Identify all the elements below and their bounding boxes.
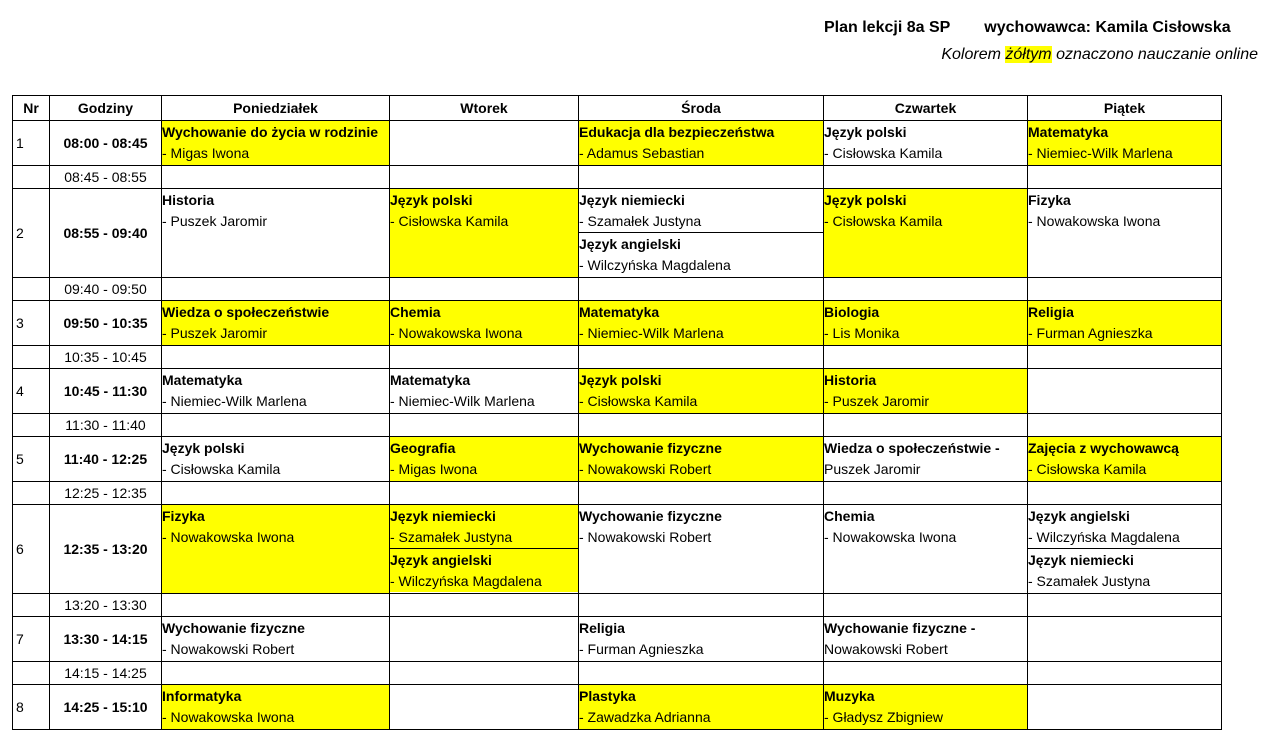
break-row: [13, 662, 1222, 685]
subject-name: Język polski: [390, 192, 473, 208]
lesson-cell: [1028, 301, 1222, 346]
lesson-entry: [390, 189, 578, 232]
empty-cell: [13, 482, 50, 505]
subject-name: Wiedza o społeczeństwie: [162, 304, 330, 320]
lesson-cell: [390, 369, 579, 414]
lesson-entry: [162, 505, 389, 548]
empty-cell: [162, 594, 390, 617]
lesson-row: [13, 369, 1222, 414]
empty-cell: [13, 166, 50, 189]
col-friday: Piątek: [1028, 96, 1222, 121]
teacher-name: - Zawadzka Adrianna: [579, 709, 711, 725]
empty-cell: [162, 414, 390, 437]
empty-cell: [162, 482, 390, 505]
teacher-name: - Adamus Sebastian: [579, 145, 705, 161]
subject-name: Język polski: [824, 192, 907, 208]
lesson-cell: [1028, 121, 1222, 166]
lesson-number: 3: [13, 301, 50, 346]
lesson-row: [13, 437, 1222, 482]
subject-name: Wychowanie fizyczne: [579, 508, 722, 524]
lesson-row: [13, 617, 1222, 662]
lesson-entry: [162, 685, 389, 728]
empty-cell: [824, 278, 1028, 301]
lesson-entry: [1028, 437, 1221, 480]
subject-name: Historia: [162, 192, 215, 208]
teacher-name: Nowakowski Robert: [824, 641, 948, 657]
col-nr: Nr: [13, 96, 50, 121]
col-hours: Godziny: [50, 96, 162, 121]
empty-cell: [1028, 346, 1222, 369]
teacher-name: - Furman Agnieszka: [579, 641, 704, 657]
lesson-time: 12:35 - 13:20: [50, 505, 162, 594]
lesson-number: 2: [13, 189, 50, 278]
lesson-row: [13, 505, 1222, 594]
lesson-entry: [1028, 301, 1221, 344]
lesson-entry: [390, 437, 578, 480]
teacher-name: - Nowakowski Robert: [162, 641, 295, 657]
teacher-name: - Cisłowska Kamila: [162, 461, 281, 477]
empty-cell: [1028, 594, 1222, 617]
lesson-cell: [1028, 505, 1222, 594]
empty-cell: [1028, 482, 1222, 505]
teacher-name: - Niemiec-Wilk Marlena: [1028, 145, 1173, 161]
lesson-cell: [579, 505, 824, 594]
subject-name: Język polski: [824, 124, 907, 140]
lesson-cell: [162, 369, 390, 414]
teacher-name: - Cisłowska Kamila: [1028, 461, 1147, 477]
break-time: 10:35 - 10:45: [50, 346, 162, 369]
lesson-cell: [579, 617, 824, 662]
subject-name: Język polski: [579, 372, 662, 388]
lesson-time: 14:25 - 15:10: [50, 685, 162, 730]
lesson-cell: [579, 685, 824, 730]
teacher-name: - Niemiec-Wilk Marlena: [579, 325, 724, 341]
lesson-number: 4: [13, 369, 50, 414]
teacher-name: - Cisłowska Kamila: [824, 145, 943, 161]
empty-cell: [13, 414, 50, 437]
lesson-cell: [390, 189, 579, 278]
subject-name: Fizyka: [162, 508, 205, 524]
break-time: 09:40 - 09:50: [50, 278, 162, 301]
lesson-entry: [390, 301, 578, 344]
lesson-entry: [579, 301, 823, 344]
teacher-name: - Migas Iwona: [162, 145, 250, 161]
empty-cell: [162, 662, 390, 685]
empty-cell: [579, 346, 824, 369]
lesson-entry: [162, 301, 389, 344]
subject-name: Wychowanie fizyczne: [579, 440, 722, 456]
empty-cell: [390, 414, 579, 437]
teacher-name: - Cisłowska Kamila: [390, 213, 509, 229]
empty-cell: [579, 278, 824, 301]
lesson-time: 11:40 - 12:25: [50, 437, 162, 482]
teacher-name: - Furman Agnieszka: [1028, 325, 1153, 341]
lesson-entry: [824, 685, 1027, 728]
empty-cell: [390, 278, 579, 301]
lesson-cell: [1028, 189, 1222, 278]
lesson-entry: [1028, 549, 1221, 592]
teacher-name: - Nowakowska Iwona: [390, 325, 523, 341]
lesson-time: 09:50 - 10:35: [50, 301, 162, 346]
empty-cell: [13, 662, 50, 685]
lesson-cell: [390, 437, 579, 482]
lesson-entry: [579, 437, 823, 480]
lesson-cell: [579, 189, 824, 278]
lesson-cell: [162, 437, 390, 482]
empty-cell: [824, 346, 1028, 369]
subject-name: Język angielski: [579, 236, 681, 252]
teacher-name: - Cisłowska Kamila: [824, 213, 943, 229]
subject-name: Język niemiecki: [1028, 552, 1134, 568]
empty-cell: [579, 482, 824, 505]
lesson-entry: [579, 617, 823, 660]
teacher-name: - Puszek Jaromir: [824, 393, 930, 409]
subject-name: Informatyka: [162, 688, 242, 704]
lesson-cell: [824, 437, 1028, 482]
lesson-entry: [579, 189, 823, 233]
empty-cell: [162, 346, 390, 369]
col-tuesday: Wtorek: [390, 96, 579, 121]
lesson-number: 6: [13, 505, 50, 594]
teacher-name: - Nowakowska Iwona: [162, 709, 295, 725]
empty-cell: [390, 166, 579, 189]
empty-cell: [390, 482, 579, 505]
subject-name: Język niemiecki: [390, 508, 496, 524]
lesson-number: 5: [13, 437, 50, 482]
lesson-cell: [1028, 617, 1222, 662]
lesson-cell: [579, 437, 824, 482]
lesson-cell: [824, 121, 1028, 166]
break-time: 12:25 - 12:35: [50, 482, 162, 505]
lesson-row: [13, 121, 1222, 166]
lesson-entry: [162, 189, 389, 232]
lesson-cell: [390, 505, 579, 594]
schedule-title: Plan lekcji 8a SP: [824, 19, 951, 36]
lesson-cell: [162, 301, 390, 346]
break-row: [13, 414, 1222, 437]
lesson-entry: [824, 505, 1027, 548]
lesson-entry: [162, 121, 389, 164]
lesson-cell: [162, 617, 390, 662]
empty-cell: [390, 346, 579, 369]
subject-name: Wychowanie fizyczne -: [824, 620, 976, 636]
subject-name: Matematyka: [1028, 124, 1109, 140]
teacher-name: - Nowakowska Iwona: [824, 529, 957, 545]
lesson-entry: [579, 233, 823, 276]
lesson-entry: [579, 369, 823, 412]
teacher-name: - Wilczyńska Magdalena: [579, 257, 731, 273]
teacher-name: - Szamałek Justyna: [1028, 573, 1151, 589]
empty-cell: [1028, 278, 1222, 301]
lesson-cell: [390, 685, 579, 730]
break-row: [13, 594, 1222, 617]
lesson-cell: [162, 189, 390, 278]
teacher-name: - Szamałek Justyna: [390, 529, 513, 545]
empty-cell: [1028, 166, 1222, 189]
teacher-name: - Niemiec-Wilk Marlena: [162, 393, 307, 409]
lesson-cell: [824, 369, 1028, 414]
empty-cell: [579, 594, 824, 617]
lesson-time: 10:45 - 11:30: [50, 369, 162, 414]
col-wednesday: Środa: [579, 96, 824, 121]
subject-name: Matematyka: [390, 372, 471, 388]
lesson-cell: [1028, 369, 1222, 414]
lesson-cell: [579, 369, 824, 414]
lesson-entry: [162, 437, 389, 480]
subject-name: Wychowanie do życia w rodzinie: [162, 124, 379, 140]
lesson-time: 13:30 - 14:15: [50, 617, 162, 662]
lesson-cell: [824, 617, 1028, 662]
lesson-entry: [579, 685, 823, 728]
teacher-name: - Puszek Jaromir: [162, 325, 268, 341]
empty-cell: [1028, 662, 1222, 685]
lesson-time: 08:00 - 08:45: [50, 121, 162, 166]
lesson-cell: [162, 121, 390, 166]
teacher-name: - Cisłowska Kamila: [579, 393, 698, 409]
lesson-entry: [390, 549, 578, 592]
empty-cell: [579, 662, 824, 685]
lesson-cell: [824, 301, 1028, 346]
lesson-entry: [162, 617, 389, 660]
empty-cell: [13, 346, 50, 369]
empty-cell: [579, 414, 824, 437]
lesson-cell: [824, 505, 1028, 594]
empty-cell: [824, 414, 1028, 437]
header-row: [13, 96, 1222, 121]
empty-cell: [13, 594, 50, 617]
subject-name: Geografia: [390, 440, 456, 456]
lesson-cell: [579, 121, 824, 166]
subject-name: Język angielski: [390, 552, 492, 568]
empty-cell: [13, 278, 50, 301]
teacher-name: - Niemiec-Wilk Marlena: [390, 393, 535, 409]
subject-name: Wiedza o społeczeństwie -: [824, 440, 1000, 456]
empty-cell: [162, 278, 390, 301]
subject-name: Biologia: [824, 304, 880, 320]
empty-cell: [579, 166, 824, 189]
subject-name: Język polski: [162, 440, 245, 456]
subject-name: Chemia: [390, 304, 441, 320]
subject-name: Historia: [824, 372, 877, 388]
lesson-row: [13, 301, 1222, 346]
teacher-name: - Wilczyńska Magdalena: [1028, 529, 1180, 545]
lesson-entry: [579, 121, 823, 164]
lesson-entry: [824, 121, 1027, 164]
lesson-cell: [579, 301, 824, 346]
empty-cell: [162, 166, 390, 189]
subject-name: Język angielski: [1028, 508, 1130, 524]
break-time: 14:15 - 14:25: [50, 662, 162, 685]
col-thursday: Czwartek: [824, 96, 1028, 121]
lesson-cell: [390, 301, 579, 346]
subject-name: Język niemiecki: [579, 192, 685, 208]
teacher-name: - Nowakowski Robert: [579, 529, 712, 545]
timetable: [12, 95, 1222, 730]
teacher-name: Puszek Jaromir: [824, 461, 921, 477]
lesson-cell: [390, 617, 579, 662]
teacher-name: - Migas Iwona: [390, 461, 478, 477]
empty-cell: [390, 594, 579, 617]
break-time: 08:45 - 08:55: [50, 166, 162, 189]
lesson-entry: [390, 369, 578, 412]
lesson-entry: [824, 301, 1027, 344]
teacher-name: - Wilczyńska Magdalena: [390, 573, 542, 589]
teacher-name: - Lis Monika: [824, 325, 900, 341]
lesson-entry: [162, 369, 389, 412]
break-row: [13, 482, 1222, 505]
subject-name: Edukacja dla bezpieczeństwa: [579, 124, 775, 140]
teacher-name: - Nowakowska Iwona: [1028, 213, 1161, 229]
lesson-number: 7: [13, 617, 50, 662]
lesson-entry: [824, 189, 1027, 232]
teacher-name: - Nowakowska Iwona: [162, 529, 295, 545]
teacher-name: - Nowakowski Robert: [579, 461, 712, 477]
page-title: [824, 19, 1231, 37]
subject-name: Religia: [579, 620, 625, 636]
break-time: 11:30 - 11:40: [50, 414, 162, 437]
lesson-row: [13, 189, 1222, 278]
lesson-entry: [1028, 189, 1221, 232]
lesson-cell: [162, 685, 390, 730]
teacher-name: - Gładysz Zbigniew: [824, 709, 944, 725]
legend-highlight: żółtym: [1005, 46, 1052, 63]
subject-name: Matematyka: [162, 372, 243, 388]
lesson-entry: [824, 617, 1027, 660]
subject-name: Muzyka: [824, 688, 875, 704]
lesson-number: 8: [13, 685, 50, 730]
empty-cell: [390, 662, 579, 685]
empty-cell: [1028, 414, 1222, 437]
lesson-cell: [824, 685, 1028, 730]
teacher-name: - Puszek Jaromir: [162, 213, 268, 229]
lesson-entry: [824, 369, 1027, 412]
subject-name: Matematyka: [579, 304, 660, 320]
subject-name: Fizyka: [1028, 192, 1071, 208]
break-time: 13:20 - 13:30: [50, 594, 162, 617]
subject-name: Plastyka: [579, 688, 636, 704]
subject-name: Wychowanie fizyczne: [162, 620, 305, 636]
lesson-entry: [1028, 505, 1221, 549]
lesson-entry: [390, 505, 578, 549]
lesson-entry: [1028, 121, 1221, 164]
break-row: [13, 166, 1222, 189]
teacher-name: - Szamałek Justyna: [579, 213, 702, 229]
lesson-entry: [579, 505, 823, 548]
empty-cell: [824, 166, 1028, 189]
empty-cell: [824, 662, 1028, 685]
lesson-cell: [162, 505, 390, 594]
break-row: [13, 346, 1222, 369]
subject-name: Zajęcia z wychowawcą: [1028, 440, 1179, 456]
subject-name: Chemia: [824, 508, 875, 524]
empty-cell: [824, 482, 1028, 505]
lesson-cell: [1028, 685, 1222, 730]
lesson-cell: [1028, 437, 1222, 482]
legend-note: Kolorem żółtym oznaczono nauczanie online: [941, 46, 1258, 63]
homeroom-teacher: wychowawca: Kamila Cisłowska: [984, 19, 1231, 36]
break-row: [13, 278, 1222, 301]
empty-cell: [824, 594, 1028, 617]
lesson-number: 1: [13, 121, 50, 166]
subject-name: Religia: [1028, 304, 1074, 320]
lesson-entry: [824, 437, 1027, 480]
col-monday: Poniedziałek: [162, 96, 390, 121]
lesson-row: [13, 685, 1222, 730]
lesson-time: 08:55 - 09:40: [50, 189, 162, 278]
lesson-cell: [824, 189, 1028, 278]
lesson-cell: [390, 121, 579, 166]
